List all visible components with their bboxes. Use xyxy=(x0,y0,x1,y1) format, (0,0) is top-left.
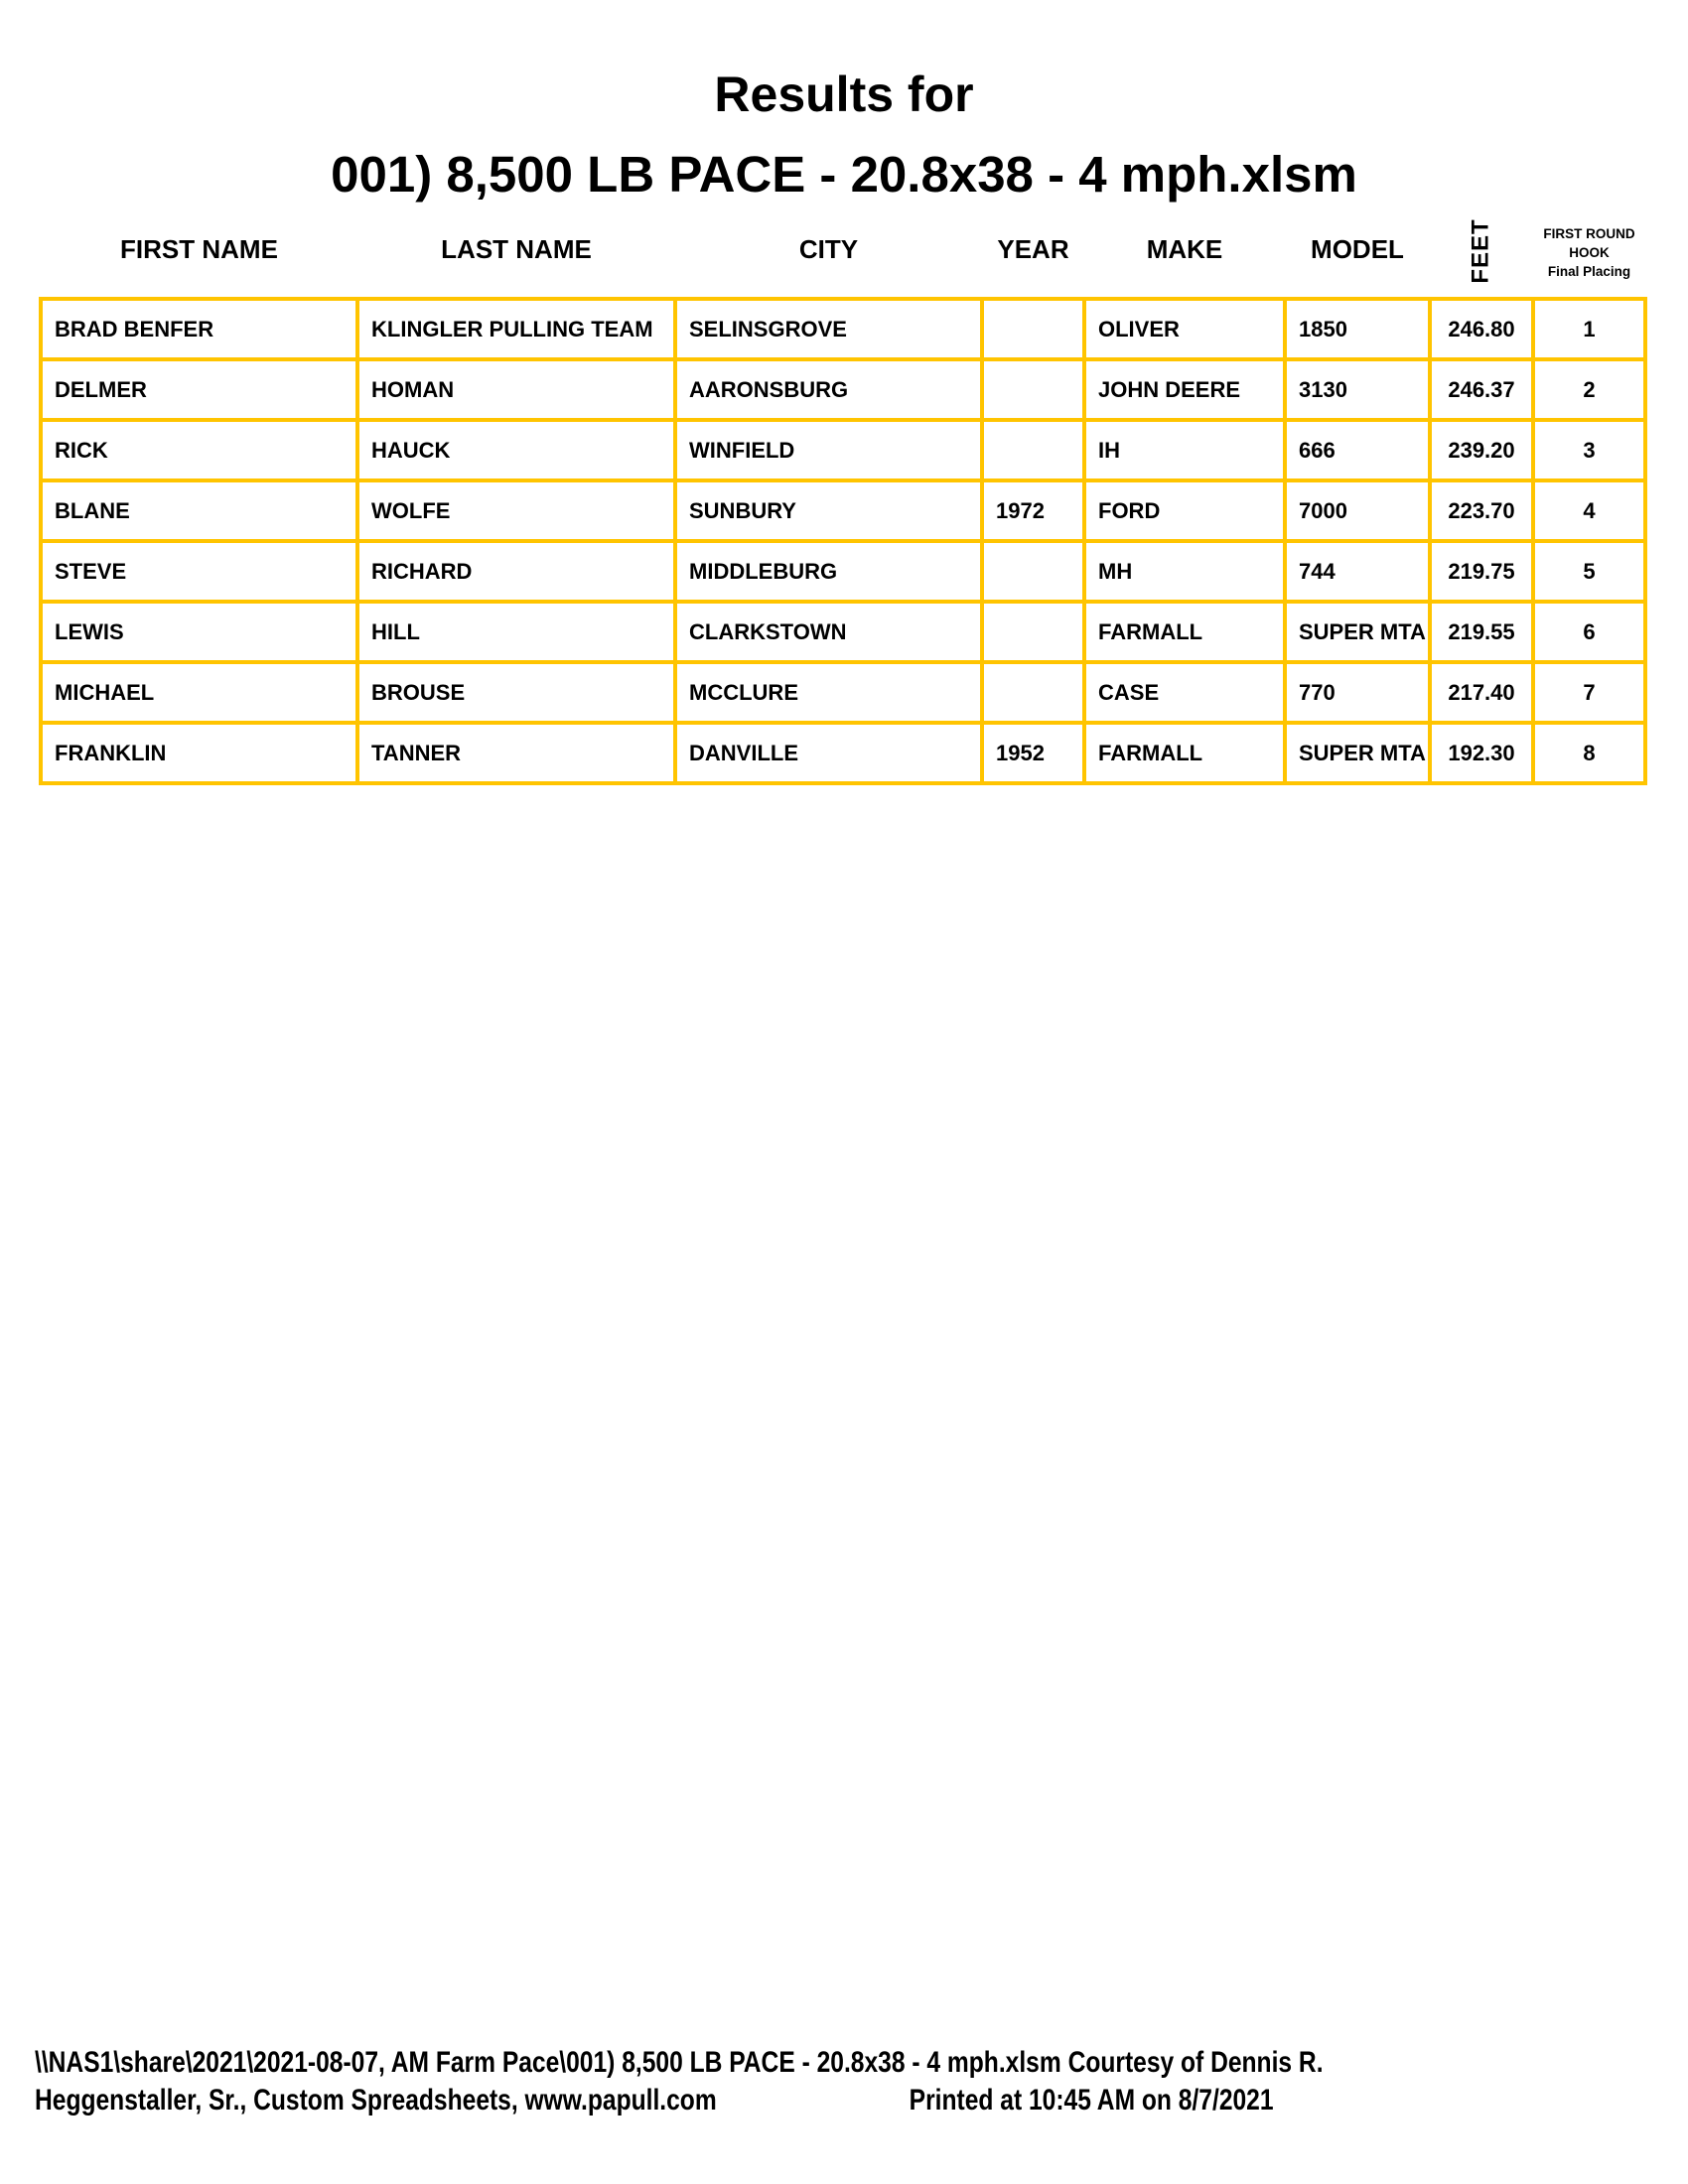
cell-feet: 219.55 xyxy=(1430,602,1533,662)
cell-last-name: HOMAN xyxy=(357,359,675,420)
cell-make: IH xyxy=(1084,420,1285,480)
cell-first-name: FRANKLIN xyxy=(41,723,357,783)
cell-first-name: MICHAEL xyxy=(41,662,357,723)
cell-make: CASE xyxy=(1084,662,1285,723)
col-header-year: YEAR xyxy=(997,234,1069,264)
placing-header-line1: FIRST ROUND xyxy=(1543,226,1635,241)
col-header-city: CITY xyxy=(798,234,859,264)
cell-placing: 8 xyxy=(1533,723,1645,783)
cell-first-name: STEVE xyxy=(41,541,357,602)
cell-city: DANVILLE xyxy=(675,723,982,783)
cell-model: SUPER MTA xyxy=(1285,602,1430,662)
cell-last-name: HILL xyxy=(357,602,675,662)
cell-make: FARMALL xyxy=(1084,723,1285,783)
cell-feet: 239.20 xyxy=(1430,420,1533,480)
cell-first-name: RICK xyxy=(41,420,357,480)
cell-make: JOHN DEERE xyxy=(1084,359,1285,420)
cell-model: 770 xyxy=(1285,662,1430,723)
cell-placing: 1 xyxy=(1533,299,1645,359)
cell-city: CLARKSTOWN xyxy=(675,602,982,662)
placing-header-line2: HOOK xyxy=(1569,245,1610,260)
cell-year xyxy=(982,420,1084,480)
col-header-model: MODEL xyxy=(1311,234,1404,264)
cell-year xyxy=(982,359,1084,420)
table-row xyxy=(41,299,1645,359)
cell-feet: 217.40 xyxy=(1430,662,1533,723)
cell-make: FARMALL xyxy=(1084,602,1285,662)
cell-city: MIDDLEBURG xyxy=(675,541,982,602)
cell-model: 744 xyxy=(1285,541,1430,602)
file-name-title: 001) 8,500 LB PACE - 20.8x38 - 4 mph.xlsm xyxy=(331,146,1357,203)
cell-feet: 223.70 xyxy=(1430,480,1533,541)
cell-first-name: DELMER xyxy=(41,359,357,420)
cell-model: SUPER MTA xyxy=(1285,723,1430,783)
cell-feet: 192.30 xyxy=(1430,723,1533,783)
cell-last-name: RICHARD xyxy=(357,541,675,602)
table-row xyxy=(41,662,1645,723)
cell-year xyxy=(982,602,1084,662)
cell-make: OLIVER xyxy=(1084,299,1285,359)
cell-placing: 4 xyxy=(1533,480,1645,541)
cell-city: MCCLURE xyxy=(675,662,982,723)
footer-printed-timestamp: Printed at 10:45 AM on 8/7/2021 xyxy=(909,2084,1274,2116)
cell-placing: 5 xyxy=(1533,541,1645,602)
cell-city: AARONSBURG xyxy=(675,359,982,420)
cell-first-name: BRAD BENFER xyxy=(41,299,357,359)
cell-year: 1972 xyxy=(982,480,1084,541)
cell-placing: 3 xyxy=(1533,420,1645,480)
footer-second-line xyxy=(35,2084,1582,2117)
table-row xyxy=(41,359,1645,420)
cell-year: 1952 xyxy=(982,723,1084,783)
cell-feet: 246.80 xyxy=(1430,299,1533,359)
cell-last-name: WOLFE xyxy=(357,480,675,541)
header-row xyxy=(41,218,1645,299)
cell-last-name: KLINGLER PULLING TEAM xyxy=(357,299,675,359)
cell-model: 666 xyxy=(1285,420,1430,480)
table-row xyxy=(41,480,1645,541)
cell-model: 7000 xyxy=(1285,480,1430,541)
col-header-last-name: LAST NAME xyxy=(441,234,592,264)
table-row xyxy=(41,723,1645,783)
footer-courtesy: Heggenstaller, Sr., Custom Spreadsheets, www.papull.com xyxy=(35,2084,717,2116)
table-row xyxy=(41,602,1645,662)
table-row xyxy=(41,420,1645,480)
col-header-placing xyxy=(1533,218,1645,299)
cell-placing: 7 xyxy=(1533,662,1645,723)
cell-feet: 246.37 xyxy=(1430,359,1533,420)
cell-city: SUNBURY xyxy=(675,480,982,541)
placing-header-line3: Final Placing xyxy=(1547,264,1631,279)
footer-filepath: \\NAS1\share\2021\2021-08-07, AM Farm Pace\001) 8,500 LB PACE - 20.8x38 - 4 mph.xlsm Courtesy of Dennis R. xyxy=(35,2046,1324,2079)
page-title: Results for xyxy=(714,67,974,122)
cell-feet: 219.75 xyxy=(1430,541,1533,602)
col-header-feet xyxy=(1430,218,1533,299)
cell-placing: 6 xyxy=(1533,602,1645,662)
cell-make: MH xyxy=(1084,541,1285,602)
cell-first-name: BLANE xyxy=(41,480,357,541)
cell-year xyxy=(982,541,1084,602)
cell-model: 3130 xyxy=(1285,359,1430,420)
feet-rotated-label: FEET xyxy=(1468,218,1494,284)
table-row xyxy=(41,541,1645,602)
results-table xyxy=(39,218,1647,785)
cell-city: SELINSGROVE xyxy=(675,299,982,359)
cell-make: FORD xyxy=(1084,480,1285,541)
cell-first-name: LEWIS xyxy=(41,602,357,662)
col-header-first-name: FIRST NAME xyxy=(120,234,278,264)
cell-city: WINFIELD xyxy=(675,420,982,480)
cell-year xyxy=(982,662,1084,723)
cell-last-name: BROUSE xyxy=(357,662,675,723)
col-header-make: MAKE xyxy=(1146,234,1223,264)
cell-last-name: TANNER xyxy=(357,723,675,783)
cell-model: 1850 xyxy=(1285,299,1430,359)
cell-last-name: HAUCK xyxy=(357,420,675,480)
cell-placing: 2 xyxy=(1533,359,1645,420)
cell-year xyxy=(982,299,1084,359)
